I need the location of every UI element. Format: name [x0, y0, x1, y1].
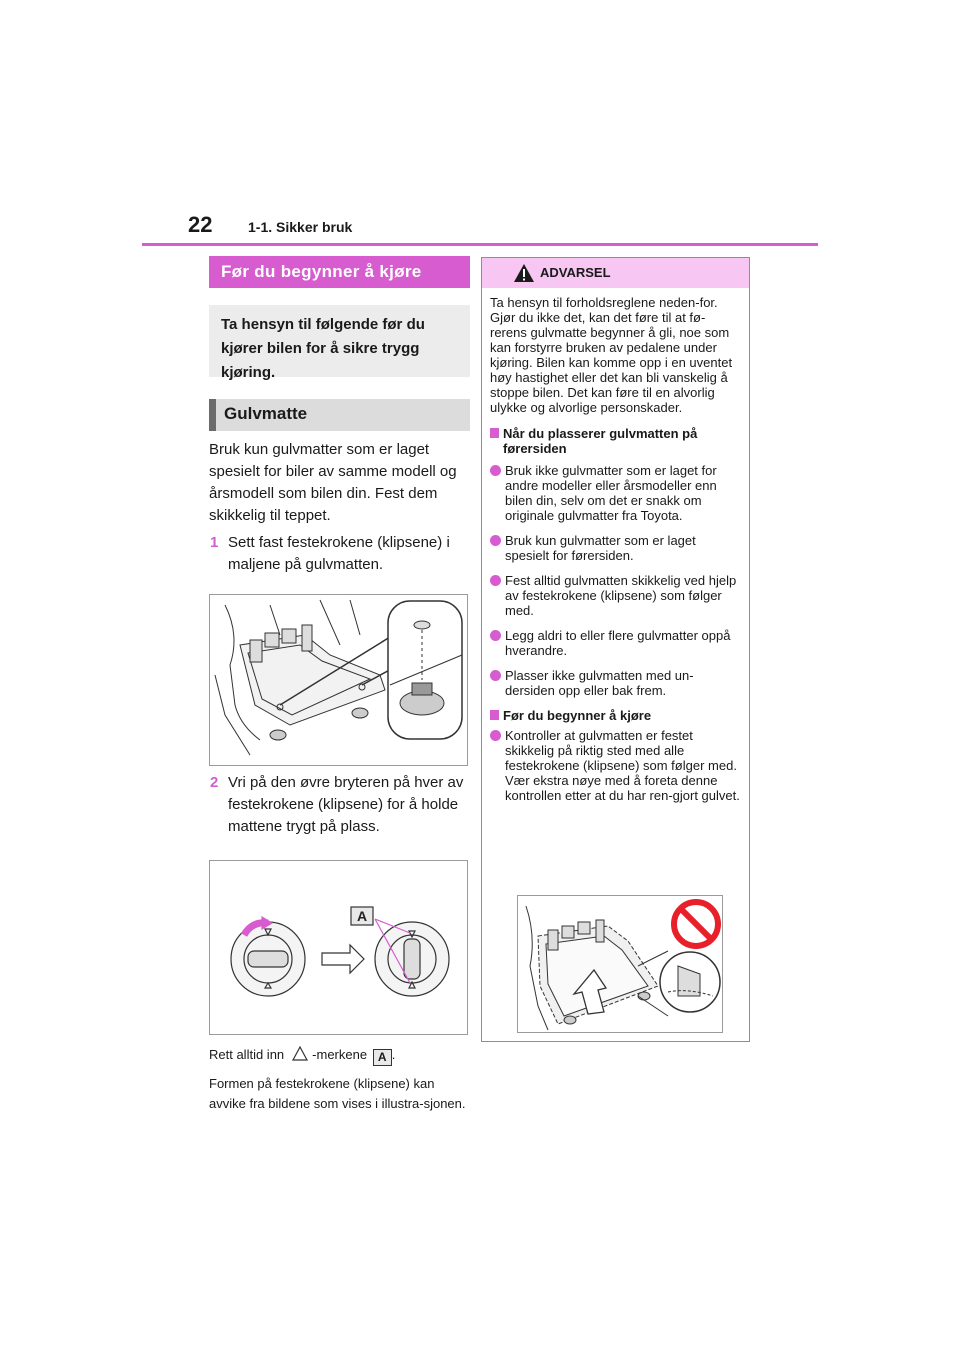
- bullet-dot-icon: [490, 575, 501, 586]
- list-item: [490, 728, 741, 803]
- bullet-text: Plasser ikke gulvmatten med un-dersiden opp eller bak frem.: [505, 668, 694, 698]
- step-2-text: Vri på den øvre bryteren på hver av festekrokene (klipsene) for å holde mattene trygt på plass.: [228, 774, 464, 835]
- list-item: [490, 463, 741, 523]
- caption-marks-text: -merkene: [312, 1047, 368, 1062]
- caption-period: .: [391, 1047, 396, 1062]
- warning-subheading-1-text: Når du plasserer gulvmatten på førersiden: [503, 426, 698, 456]
- step-2: [209, 772, 470, 838]
- warning-body: [482, 288, 749, 803]
- warning-intro: Ta hensyn til forholdsreglene neden-for. Gjør du ikke det, kan det føre til at fø-rerens gulvmatte begynner å gli, noe som kan forstyrre bruken av pedalene under kjøring. Bilen kan komme opp i en uventet høy hastighet eller det kan bli vanskelig å stoppe bilen. Det kan føre til en alvorlig ulykke og alvorlige personskader.: [490, 295, 733, 415]
- clip-rotation-illustration: [209, 860, 468, 1035]
- square-bullet-icon: [490, 428, 499, 438]
- warning-header: [482, 258, 749, 288]
- step-2-number: 2: [210, 774, 219, 791]
- floor-mat-illustration: [209, 594, 468, 766]
- step-1-text: Sett fast festekrokene (klipsene) i maljene på gulvmatten.: [228, 534, 450, 573]
- triangle-mark-icon: [292, 1046, 308, 1061]
- step-1: [209, 532, 470, 576]
- warning-title: ADVARSEL: [540, 265, 611, 280]
- square-bullet-icon: [490, 710, 499, 720]
- bullet-text: Fest alltid gulvmatten skikkelig ved hjelp av festekrokene (klipsene) som følger med.: [505, 573, 737, 618]
- body-paragraph: Bruk kun gulvmatter som er laget spesielt for biler av samme modell og årsmodell som bilen din. Fest dem skikkelig til teppet.: [209, 441, 457, 524]
- page-number: 22: [188, 212, 213, 237]
- subheading-gulvmatte: Gulvmatte: [209, 399, 470, 431]
- header-divider: [142, 243, 818, 246]
- bullet-dot-icon: [490, 465, 501, 476]
- list-item: [490, 668, 741, 698]
- figure-badge-a: A: [356, 908, 368, 924]
- bullet-dot-icon: [490, 730, 501, 741]
- section-heading: Før du begynner å kjøre: [209, 256, 470, 288]
- bullet-text: Kontroller at gulvmatten er festet skikkelig på riktig sted med alle festekrokene (klipsene) som følger med. Vær ekstra nøye med å foreta denne kontrollen etter at du har ren-gjort gulvet.: [505, 728, 740, 803]
- bullet-dot-icon: [490, 630, 501, 641]
- warning-box: [481, 257, 750, 1042]
- bullet-text: Bruk kun gulvmatter som er laget spesielt for førersiden.: [505, 533, 696, 563]
- intro-box: Ta hensyn til følgende før du kjører bilen for å sikre trygg kjøring.: [209, 305, 470, 377]
- caption-align-text: Rett alltid inn: [209, 1047, 285, 1062]
- prohibited-mat-drawing: [518, 896, 722, 1032]
- floor-mat-drawing: [210, 595, 467, 765]
- step-1-number: 1: [210, 534, 219, 551]
- warning-subheading-2-text: Før du begynner å kjøre: [503, 708, 652, 723]
- section-title: 1-1. Sikker bruk: [248, 219, 353, 235]
- wrong-mat-illustration: [517, 895, 723, 1033]
- caption-shape-note: Formen på festekrokene (klipsene) kan avvike fra bildene som vises i illustra-sjonen.: [209, 1076, 466, 1111]
- bullet-text: Legg aldri to eller flere gulvmatter oppå hverandre.: [505, 628, 731, 658]
- badge-a: A: [373, 1049, 392, 1066]
- left-column: [209, 256, 470, 1114]
- bullet-text: Bruk ikke gulvmatter som er laget for andre modeller eller årsmodeller enn bilen din, selv om det er snakk om originale gulvmatter fra Toyota.: [505, 463, 717, 523]
- warning-subheading-2: [490, 708, 741, 723]
- warning-subheading-1: [490, 426, 741, 456]
- bullet-dot-icon: [490, 535, 501, 546]
- list-item: [490, 533, 741, 563]
- list-item: [490, 628, 741, 658]
- list-item: [490, 573, 741, 618]
- warning-triangle-icon: [513, 263, 535, 283]
- bullet-dot-icon: [490, 670, 501, 681]
- clip-rotation-drawing: [210, 861, 467, 1034]
- caption-align-marks: [209, 1045, 470, 1066]
